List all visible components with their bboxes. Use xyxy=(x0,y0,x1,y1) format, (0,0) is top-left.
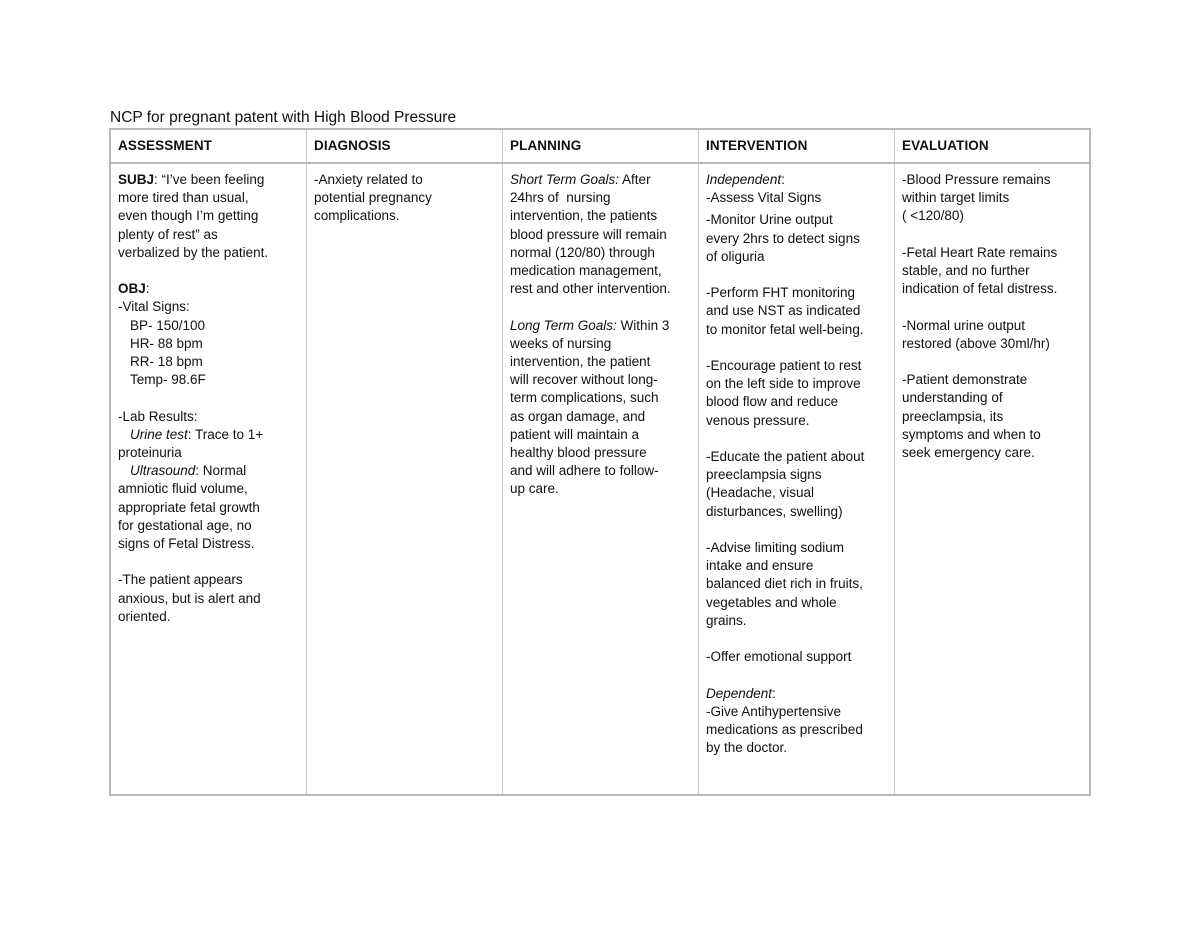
medication-line: -Give Antihypertensive xyxy=(706,703,842,719)
short-term-text-line: medication management, xyxy=(510,263,662,279)
short-term-text: After xyxy=(619,172,651,187)
dependent-line xyxy=(706,685,888,703)
header-assessment: ASSESSMENT xyxy=(111,130,307,164)
bp-eval-line: ( <120/80) xyxy=(902,208,964,224)
understanding-eval-line: -Patient demonstrate xyxy=(902,372,1028,388)
vital-signs-heading: -Vital Signs: xyxy=(118,299,190,315)
sodium-line: intake and ensure xyxy=(706,558,814,574)
assess-vitals-line: -Assess Vital Signs xyxy=(706,190,822,206)
dependent-colon: : xyxy=(772,685,776,701)
rest-line: venous pressure. xyxy=(706,412,810,428)
long-term-text-line: and will adhere to follow- xyxy=(510,463,659,479)
fhr-eval-line: -Fetal Heart Rate remains xyxy=(902,244,1058,260)
subj-text-line: more tired than usual, xyxy=(118,190,249,206)
long-term-text-line: term complications, such xyxy=(510,390,659,406)
urine-eval-line: restored (above 30ml/hr) xyxy=(902,335,1050,351)
planning-cell xyxy=(503,164,699,794)
long-term-text: Within 3 xyxy=(616,317,670,333)
sodium-line: grains. xyxy=(706,612,747,628)
understanding-eval-line: seek emergency care. xyxy=(902,445,1035,460)
page-title: NCP for pregnant patent with High Blood Pressure xyxy=(110,109,457,126)
emotional-support-line: -Offer emotional support xyxy=(706,649,852,665)
urine-monitor-line: -Monitor Urine output xyxy=(706,212,833,228)
independent-colon: : xyxy=(781,172,785,187)
lab-results-heading: -Lab Results: xyxy=(118,408,198,424)
subj-text-line: even though I’m getting xyxy=(118,208,259,224)
long-term-goals-label: Long Term Goals: xyxy=(510,317,617,333)
ultrasound-label: Ultrasound xyxy=(130,463,196,479)
subj-text: : “I’ve been feeling xyxy=(154,172,265,187)
vital-rr: RR- 18 bpm xyxy=(130,354,203,370)
ncp-table xyxy=(109,128,1091,796)
ultrasound-text: : Normal xyxy=(195,463,247,479)
subj-text-line: verbalized by the patient. xyxy=(118,244,269,260)
diagnosis-cell xyxy=(307,164,503,794)
fhr-eval-line: indication of fetal distress. xyxy=(902,281,1058,297)
understanding-eval-line: symptoms and when to xyxy=(902,426,1041,442)
subj-text-line: plenty of rest” as xyxy=(118,226,218,242)
diagnosis-line: -Anxiety related to xyxy=(314,172,423,187)
bp-eval-line: -Blood Pressure remains xyxy=(902,172,1051,187)
sodium-line: -Advise limiting sodium xyxy=(706,540,845,555)
appearance-line: anxious, but is alert and xyxy=(118,590,261,606)
intervention-cell xyxy=(699,164,895,794)
long-term-text-line: weeks of nursing xyxy=(510,335,612,351)
vital-hr: HR- 88 bpm xyxy=(130,335,203,351)
educate-line: -Educate the patient about xyxy=(706,449,865,464)
short-term-goals-line xyxy=(510,171,692,189)
evaluation-cell xyxy=(895,164,1089,794)
medication-line: medications as prescribed xyxy=(706,722,863,737)
long-term-text-line: healthy blood pressure xyxy=(510,445,647,461)
ultrasound-text-line: signs of Fetal Distress. xyxy=(118,536,255,552)
obj-line xyxy=(118,280,300,298)
educate-line: disturbances, swelling) xyxy=(706,503,843,519)
short-term-goals-label: Short Term Goals: xyxy=(510,172,620,187)
vital-temp: Temp- 98.6F xyxy=(130,372,206,388)
understanding-eval-line: understanding of xyxy=(902,390,1003,406)
long-term-goals-line xyxy=(510,317,692,335)
diagnosis-line: potential pregnancy xyxy=(314,190,432,206)
independent-label: Independent xyxy=(706,172,782,187)
urine-test-line xyxy=(118,426,300,444)
long-term-text-line: as organ damage, and xyxy=(510,408,646,424)
sodium-line: vegetables and whole xyxy=(706,594,837,610)
obj-colon: : xyxy=(145,281,150,297)
ultrasound-text-line: amniotic fluid volume, xyxy=(118,481,248,497)
short-term-text-line: intervention, the patients xyxy=(510,208,658,224)
urine-test-text-line: proteinuria xyxy=(118,445,182,461)
urine-test-label: Urine test xyxy=(130,426,188,442)
urine-monitor-line: of oliguria xyxy=(706,248,765,264)
long-term-text-line: intervention, the patient xyxy=(510,354,651,370)
understanding-eval-line: preeclampsia, its xyxy=(902,408,1004,424)
appearance-line: -The patient appears xyxy=(118,572,243,588)
header-planning: PLANNING xyxy=(503,130,699,164)
assessment-cell xyxy=(111,164,307,794)
rest-line: -Encourage patient to rest xyxy=(706,358,862,373)
urine-test-text: : Trace to 1+ xyxy=(187,426,264,442)
subj-label: SUBJ xyxy=(118,172,155,187)
vital-bp: BP- 150/100 xyxy=(130,317,206,333)
dependent-label: Dependent xyxy=(706,685,773,701)
short-term-text-line: normal (120/80) through xyxy=(510,244,655,260)
bp-eval-line: within target limits xyxy=(902,190,1010,206)
fhr-eval-line: stable, and no further xyxy=(902,263,1030,278)
independent-line xyxy=(706,171,888,189)
obj-label: OBJ xyxy=(118,281,146,297)
long-term-text-line: will recover without long- xyxy=(510,372,658,388)
appearance-line: oriented. xyxy=(118,608,171,624)
sodium-line: balanced diet rich in fruits, xyxy=(706,576,863,592)
subj-line xyxy=(118,171,300,189)
short-term-text-line: rest and other intervention. xyxy=(510,281,671,297)
educate-line: (Headache, visual xyxy=(706,485,815,501)
urine-monitor-line: every 2hrs to detect signs xyxy=(706,230,860,246)
short-term-text-line: blood pressure will remain xyxy=(510,226,667,242)
rest-line: blood flow and reduce xyxy=(706,394,839,410)
ultrasound-line xyxy=(118,462,300,480)
long-term-text-line: up care. xyxy=(510,481,559,497)
medication-line: by the doctor. xyxy=(706,740,788,756)
ultrasound-text-line: appropriate fetal growth xyxy=(118,499,260,515)
rest-line: on the left side to improve xyxy=(706,376,861,392)
fht-line: to monitor fetal well-being. xyxy=(706,321,864,337)
short-term-text-line: 24hrs of nursing xyxy=(510,190,611,206)
ultrasound-text-line: for gestational age, no xyxy=(118,517,252,533)
long-term-text-line: patient will maintain a xyxy=(510,426,640,442)
urine-eval-line: -Normal urine output xyxy=(902,317,1026,333)
header-evaluation: EVALUATION xyxy=(895,130,1089,164)
header-diagnosis: DIAGNOSIS xyxy=(307,130,503,164)
educate-line: preeclampsia signs xyxy=(706,467,822,483)
fht-line: -Perform FHT monitoring xyxy=(706,285,856,301)
fht-line: and use NST as indicated xyxy=(706,303,861,319)
header-intervention: INTERVENTION xyxy=(699,130,895,164)
diagnosis-line: complications. xyxy=(314,208,400,224)
